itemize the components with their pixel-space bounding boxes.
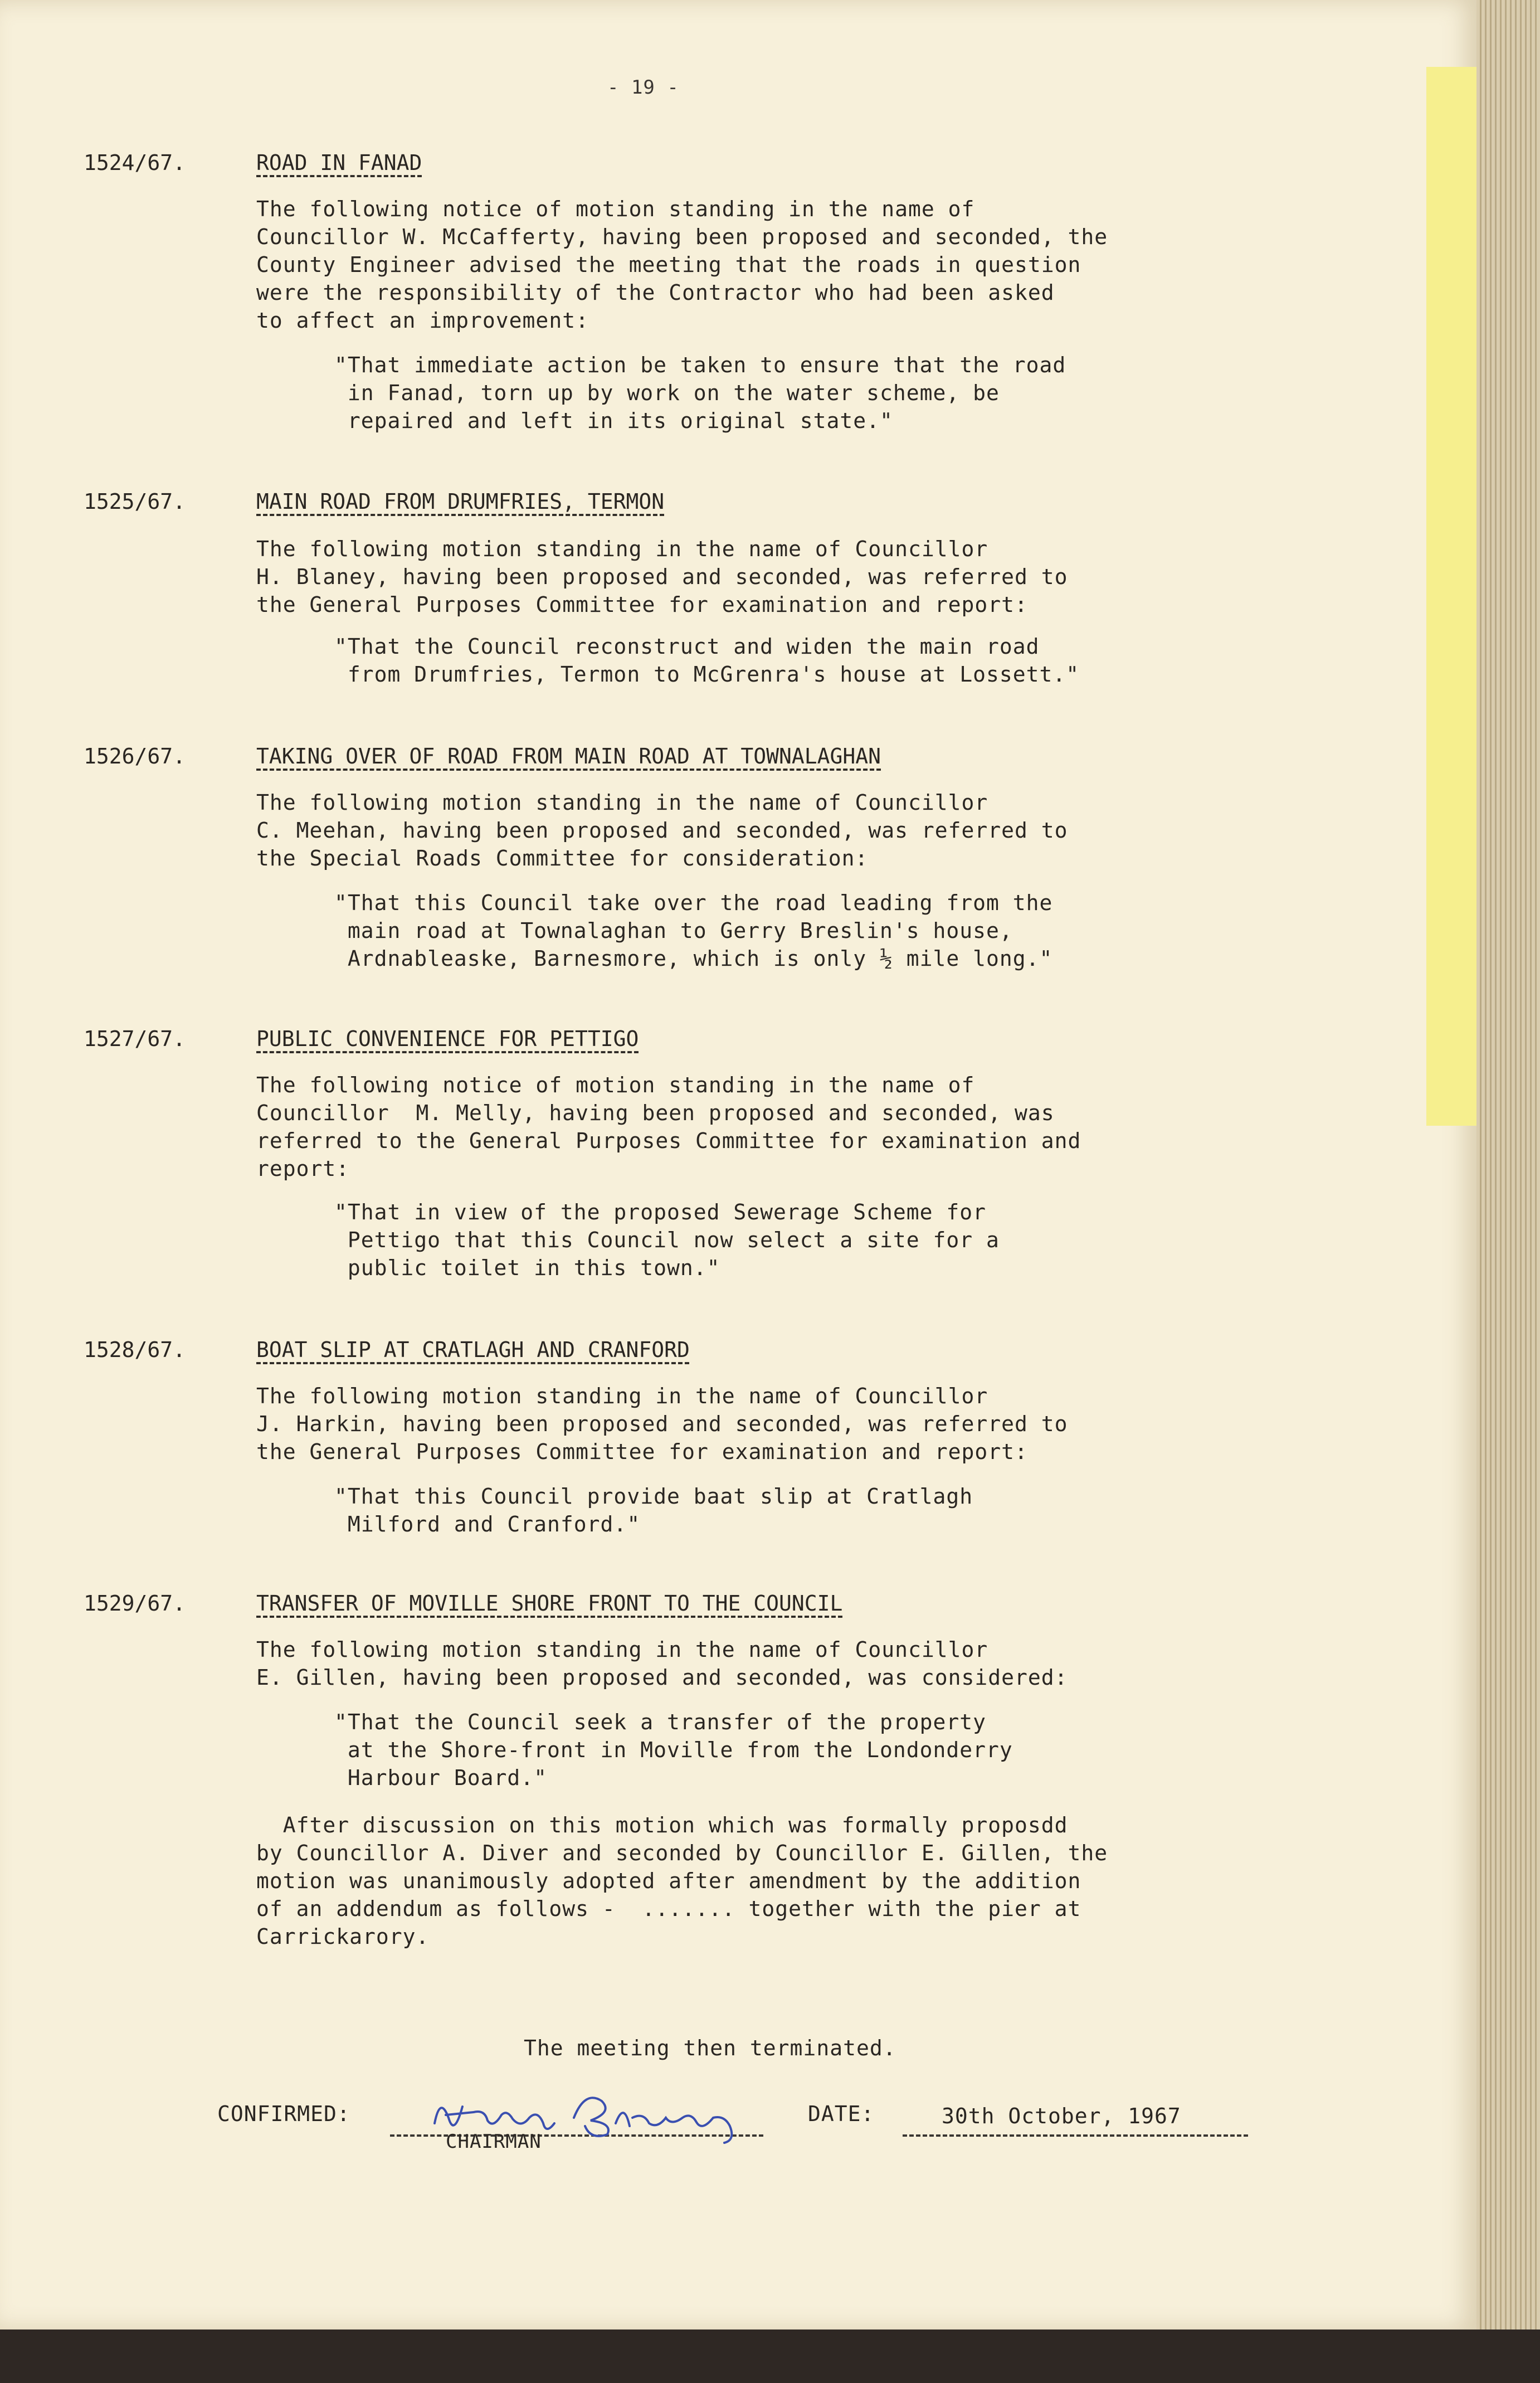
minute-body: The following notice of motion standing in the name of Councillor W. McCafferty, having been proposed and seconded, the County Engineer advised the meeting that the roads in question were the responsibility of the Contractor who had been asked to affect an improvement: — [256, 197, 1108, 333]
minute-heading: TRANSFER OF MOVILLE SHORE FRONT TO THE COUNCIL — [256, 1591, 843, 1616]
motion-quote: "That this Council provide baat slip at Cratlagh Milford and Cranford." — [334, 1484, 973, 1536]
minute-heading: PUBLIC CONVENIENCE FOR PETTIGO — [256, 1027, 639, 1051]
minute-number: 1529/67. — [84, 1591, 186, 1616]
date-label: DATE: — [808, 2102, 875, 2126]
minute-body: The following motion standing in the name of Councillor H. Blaney, having been proposed and seconded, was referred to the General Purposes Committee for examination and report: — [256, 537, 1068, 617]
motion-quote: "That the Council seek a transfer of the property at the Shore-front in Moville from the Londonderry Harbour Board." — [334, 1710, 1013, 1790]
chairman-label: CHAIRMAN — [446, 2131, 542, 2153]
background-strip — [0, 2329, 1540, 2383]
motion-quote: "That this Council take over the road leading from the main road at Townalaghan to Gerry Breslin's house, Ardnableaske, Barnesmore, which is only ½ mile long." — [334, 891, 1053, 971]
confirmed-label: CONFIRMED: — [217, 2102, 350, 2126]
minute-number: 1524/67. — [84, 150, 186, 175]
date-value: 30th October, 1967 — [942, 2104, 1181, 2128]
motion-quote: "That the Council reconstruct and widen the main road from Drumfries, Termon to McGrenra's house at Lossett." — [334, 634, 1080, 687]
minute-body: The following motion standing in the name of Councillor J. Harkin, having been proposed and seconded, was referred to the General Purposes Committee for examination and report: — [256, 1384, 1068, 1464]
yellow-page-edge — [1426, 67, 1482, 1126]
minute-heading: MAIN ROAD FROM DRUMFRIES, TERMON — [256, 489, 665, 514]
minute-number: 1526/67. — [84, 744, 186, 769]
minute-number: 1528/67. — [84, 1338, 186, 1362]
closing-statement: The meeting then terminated. — [524, 2036, 896, 2060]
motion-quote: "That immediate action be taken to ensure that the road in Fanad, torn up by work on the water scheme, be repaired and left in its original state." — [334, 353, 1066, 433]
minute-number: 1525/67. — [84, 489, 186, 514]
minute-heading: TAKING OVER OF ROAD FROM MAIN ROAD AT TOWNALAGHAN — [256, 744, 881, 769]
book-page-edges — [1476, 0, 1540, 2341]
minute-body: The following motion standing in the name of Councillor E. Gillen, having been proposed and seconded, was considered: — [256, 1637, 1068, 1690]
resolution-text: After discussion on this motion which was formally proposdd by Councillor A. Diver and seconded by Councillor E. Gillen, the motion was unanimously adopted after amendment by the addition of an addendum as follows - ....... together with the pier at Carrickarory. — [256, 1813, 1108, 1949]
minute-body: The following motion standing in the name of Councillor C. Meehan, having been proposed and seconded, was referred to the Special Roads Committee for consideration: — [256, 790, 1068, 870]
motion-quote: "That in view of the proposed Sewerage Scheme for Pettigo that this Council now select a site for a public toilet in this town." — [334, 1200, 1000, 1280]
page-number: - 19 - — [607, 76, 679, 99]
minute-number: 1527/67. — [84, 1027, 186, 1051]
minute-heading: BOAT SLIP AT CRATLAGH AND CRANFORD — [256, 1338, 690, 1362]
minute-heading: ROAD IN FANAD — [256, 150, 422, 175]
minute-body: The following notice of motion standing in the name of Councillor M. Melly, having been proposed and seconded, was referred to the General Purposes Committee for examination and report: — [256, 1073, 1081, 1181]
